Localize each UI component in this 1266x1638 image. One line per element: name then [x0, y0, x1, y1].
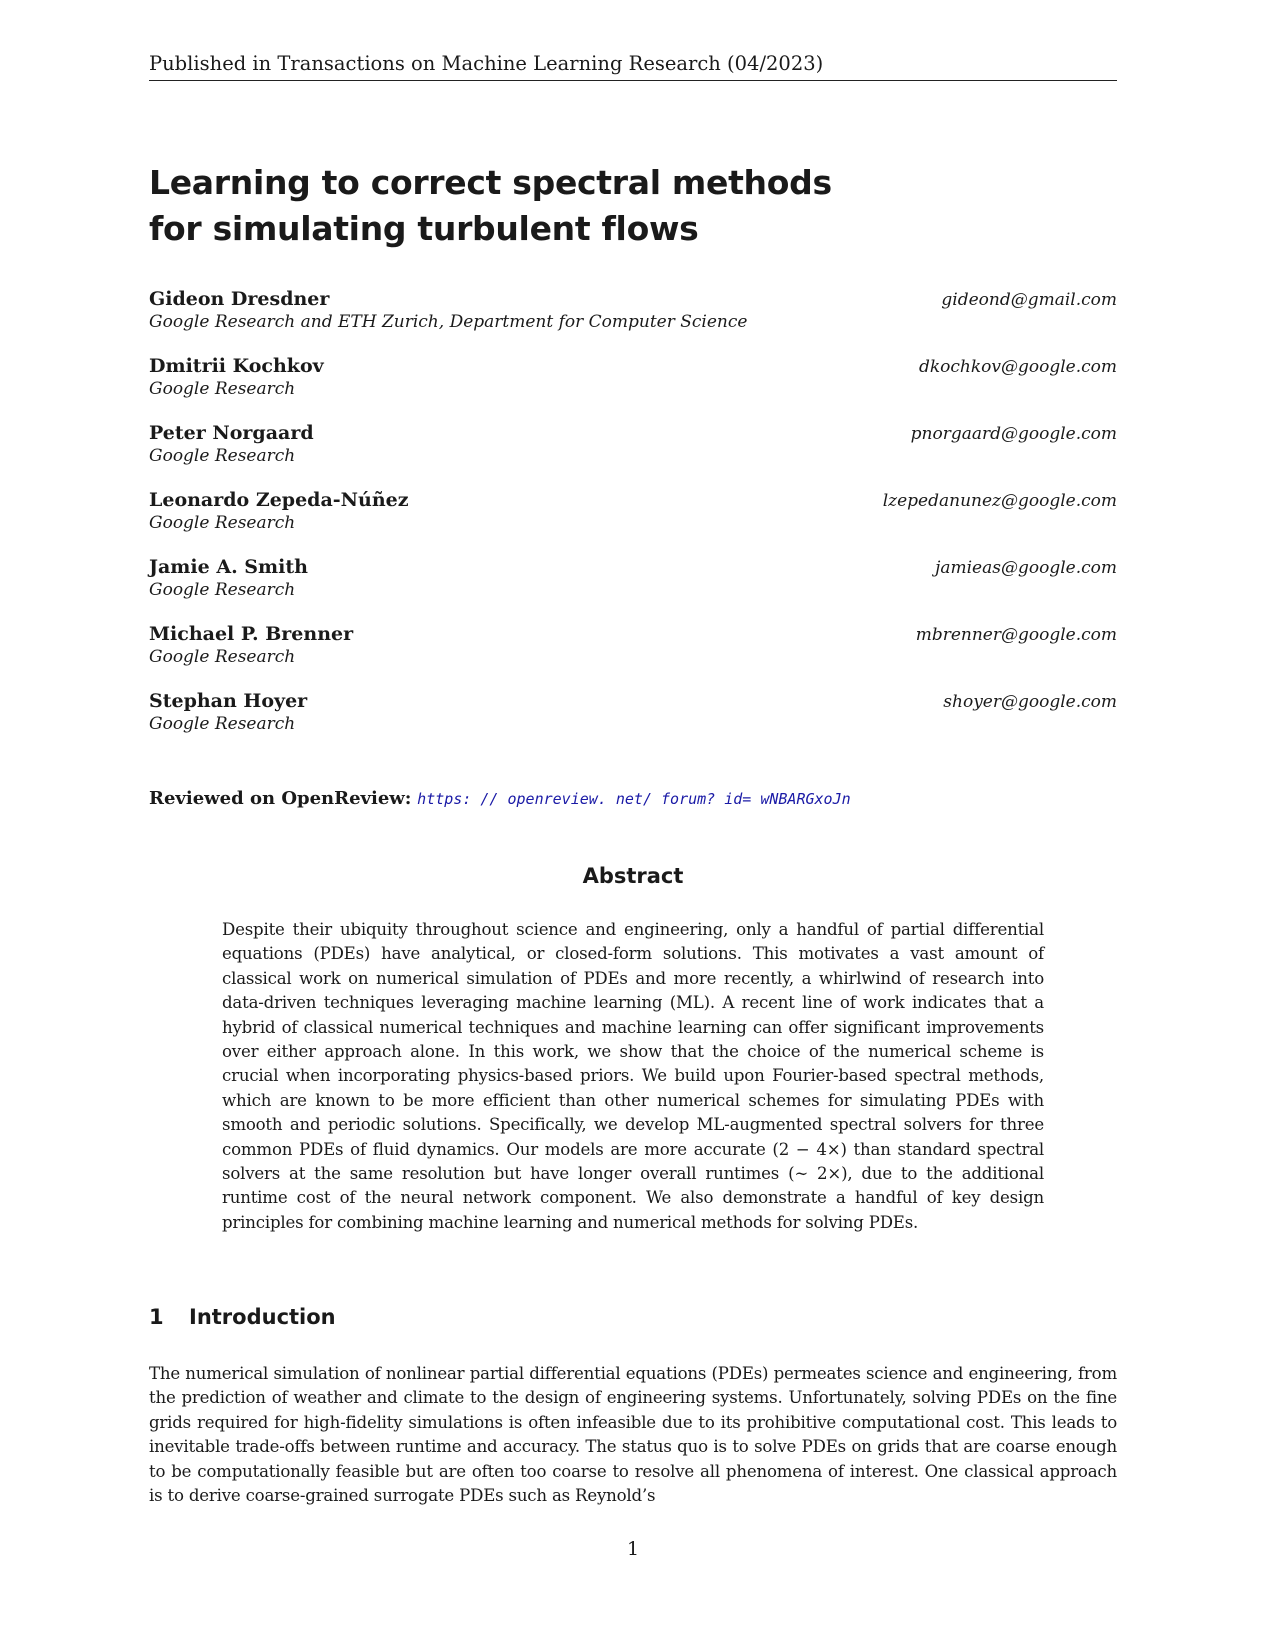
openreview-line — [149, 788, 851, 809]
author-block — [149, 623, 1117, 671]
author-block — [149, 556, 1117, 604]
author-email[interactable]: dkochkov@google.com — [918, 357, 1117, 377]
author-affiliation: Google Research and ETH Zurich, Department for Computer Science — [149, 312, 748, 332]
author-name: Peter Norgaard — [149, 422, 314, 444]
openreview-link[interactable]: https: // openreview. net/ forum? id= wNBARGxoJn — [417, 790, 851, 808]
paper-title-line-1: Learning to correct spectral methods — [149, 163, 832, 202]
author-name: Leonardo Zepeda-Núñez — [149, 489, 409, 511]
author-name: Jamie A. Smith — [149, 556, 308, 578]
running-header: Published in Transactions on Machine Learning Research (04/2023) — [149, 52, 1117, 81]
author-email[interactable]: shoyer@google.com — [943, 692, 1117, 712]
author-email[interactable]: gideond@gmail.com — [941, 290, 1117, 310]
author-block — [149, 422, 1117, 470]
author-block — [149, 489, 1117, 537]
author-name: Michael P. Brenner — [149, 623, 354, 645]
abstract-text: Despite their ubiquity throughout science and engineering, only a handful of partial differential equations (PDEs) have analytical, or closed-form solutions. This motivates a vast amount of classical work on numerical simulation of PDEs and more recently, a whirlwind of research into data-driven techniques leveraging machine learning (ML). A recent line of work indicates that a hybrid of classical numerical techniques and machine learning can offer significant improvements over either approach alone. In this work, we show that the choice of the numerical scheme is crucial when incorporating physics-based priors. We build upon Fourier-based spectral methods, which are known to be more efficient than other numerical schemes for simulating PDEs with smooth and periodic solutions. Specifically, we develop ML-augmented spectral solvers for three common PDEs of fluid dynamics. Our models are more accurate (2 − 4×) than standard spectral solvers at the same resolution but have longer overall runtimes (∼ 2×), due to the additional runtime cost of the neural network component. We also demonstrate a handful of key design principles for combining machine learning and numerical methods for solving PDEs. — [222, 920, 1044, 1232]
author-block — [149, 288, 1117, 336]
section-title: Introduction — [189, 1305, 336, 1329]
author-affiliation: Google Research — [149, 513, 296, 533]
author-affiliation: Google Research — [149, 714, 296, 734]
author-email[interactable]: mbrenner@google.com — [915, 625, 1117, 645]
author-name: Gideon Dresdner — [149, 288, 330, 310]
author-block — [149, 690, 1117, 738]
openreview-label: Reviewed on OpenReview: — [149, 788, 412, 809]
author-affiliation: Google Research — [149, 446, 296, 466]
author-name: Stephan Hoyer — [149, 690, 308, 712]
author-affiliation: Google Research — [149, 647, 296, 667]
page-number: 1 — [626, 1538, 640, 1560]
section-heading-introduction — [149, 1305, 336, 1329]
paper-title — [149, 160, 832, 252]
author-name: Dmitrii Kochkov — [149, 355, 324, 377]
author-email[interactable]: pnorgaard@google.com — [910, 424, 1117, 444]
author-email[interactable]: jamieas@google.com — [935, 558, 1117, 578]
author-email[interactable]: lzepedanunez@google.com — [882, 491, 1117, 511]
section-number: 1 — [149, 1305, 164, 1329]
paper-title-line-2: for simulating turbulent flows — [149, 209, 699, 248]
introduction-text: The numerical simulation of nonlinear partial differential equations (PDEs) permeates science and engineering, from the prediction of weather and climate to the design of engineering systems. Unfortunately, solving PDEs on the fine grids required for high-fidelity simulations is often infeasible due to its prohibitive computational cost. This leads to inevitable trade-offs between runtime and accuracy. The status quo is to solve PDEs on grids that are coarse enough to be computationally feasible but are often too coarse to resolve all phenomena of interest. One classical approach is to derive coarse-grained surrogate PDEs such as Reynold’s — [149, 1364, 1117, 1506]
author-affiliation: Google Research — [149, 379, 296, 399]
author-affiliation: Google Research — [149, 580, 296, 600]
abstract-heading: Abstract — [582, 864, 684, 888]
author-block — [149, 355, 1117, 403]
